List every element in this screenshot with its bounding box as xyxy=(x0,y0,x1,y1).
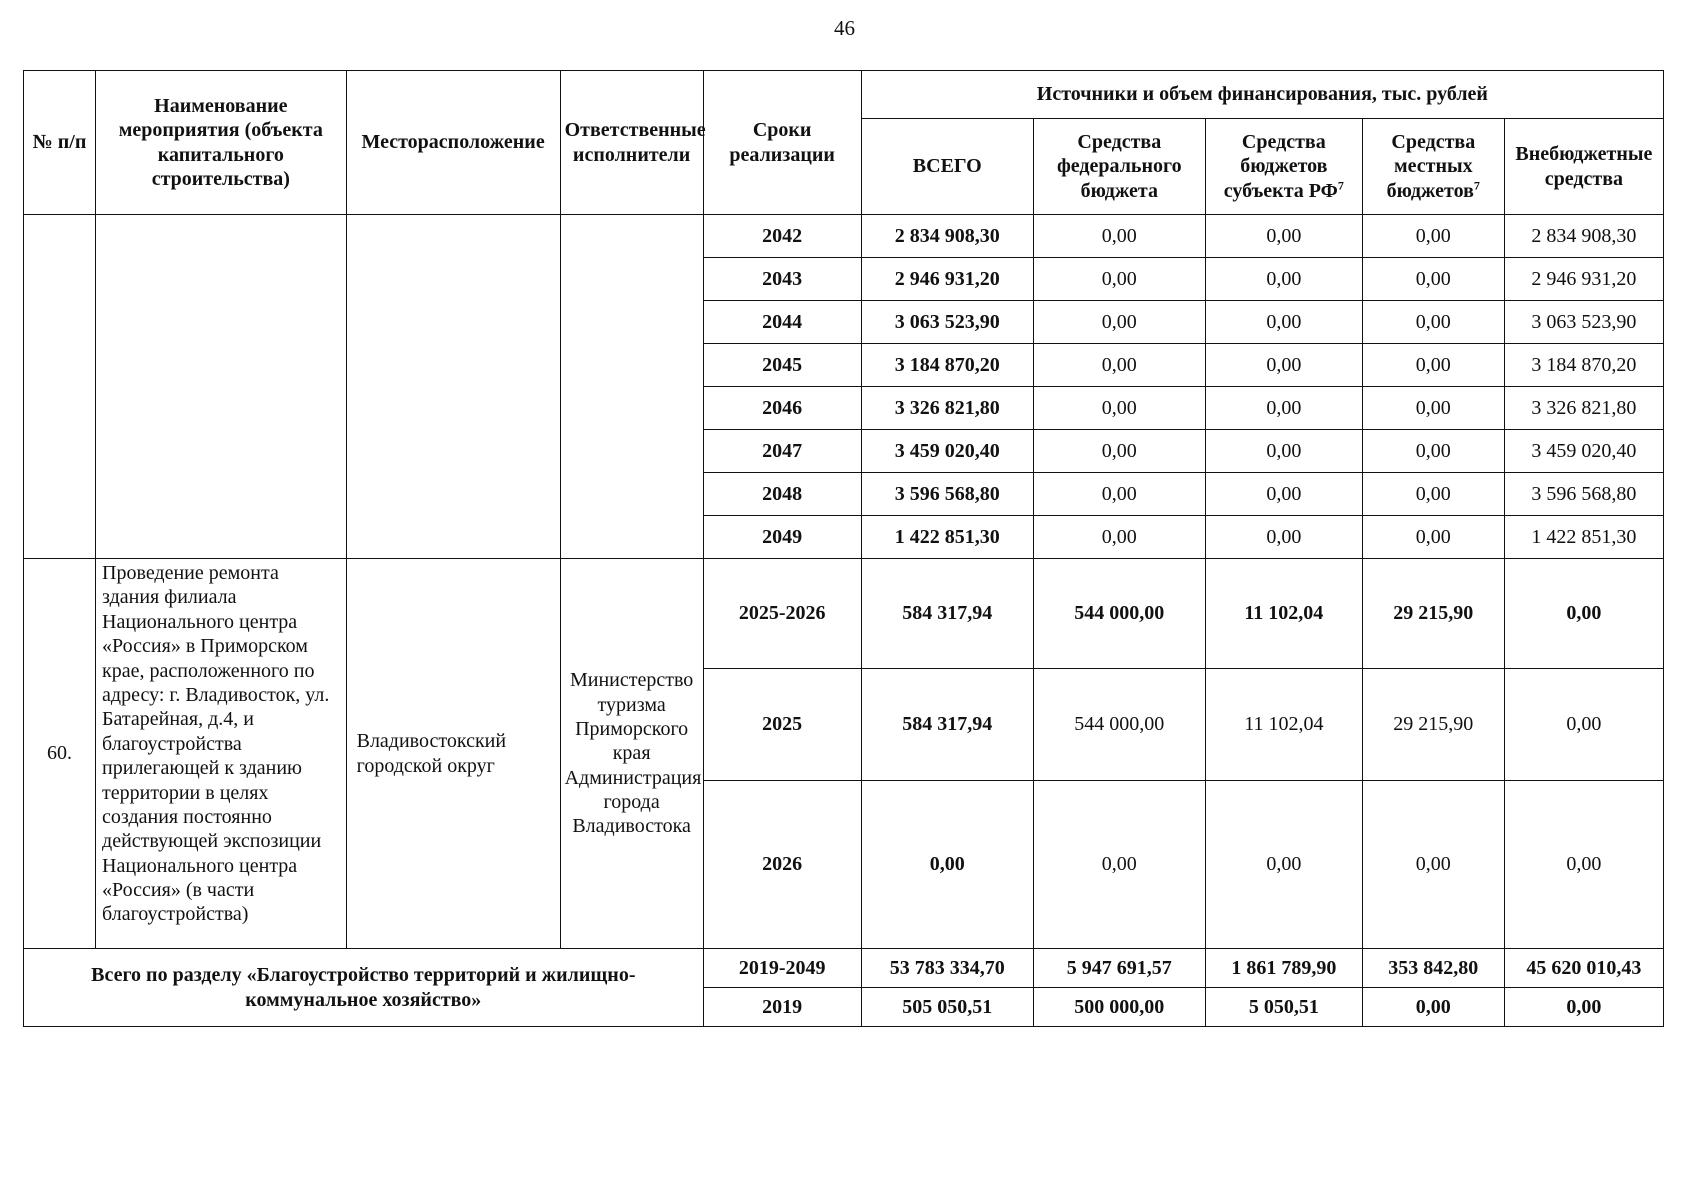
cell-total: 0,00 xyxy=(861,781,1033,949)
cell-federal: 0,00 xyxy=(1033,301,1205,344)
cell-local: 0,00 xyxy=(1362,516,1504,559)
header-location: Месторасположение xyxy=(346,71,560,215)
cell-extra: 0,00 xyxy=(1504,669,1663,781)
cell-year: 2025 xyxy=(703,669,861,781)
cell-extra: 2 834 908,30 xyxy=(1504,215,1663,258)
item-location: Владивостокский городской округ xyxy=(346,559,560,949)
cell-location-empty xyxy=(346,215,560,559)
header-federal: Средства федерального бюджета xyxy=(1033,119,1205,215)
cell-federal: 5 947 691,57 xyxy=(1033,949,1205,988)
header-subject xyxy=(1205,119,1362,215)
page-number: 46 xyxy=(834,16,855,40)
cell-subject: 0,00 xyxy=(1205,781,1362,949)
cell-subject: 0,00 xyxy=(1205,258,1362,301)
table-header xyxy=(24,71,1664,215)
header-num: № п/п xyxy=(24,71,96,215)
cell-local: 0,00 xyxy=(1362,988,1504,1027)
cell-local: 0,00 xyxy=(1362,430,1504,473)
header-total: ВСЕГО xyxy=(861,119,1033,215)
cell-local: 0,00 xyxy=(1362,387,1504,430)
cell-local: 0,00 xyxy=(1362,473,1504,516)
cell-total: 505 050,51 xyxy=(861,988,1033,1027)
cell-subject: 0,00 xyxy=(1205,344,1362,387)
cell-extra: 2 946 931,20 xyxy=(1504,258,1663,301)
cell-subject: 0,00 xyxy=(1205,430,1362,473)
cell-total: 1 422 851,30 xyxy=(861,516,1033,559)
header-subject-text: Средства бюджетов субъекта РФ xyxy=(1223,130,1338,202)
cell-extra: 3 459 020,40 xyxy=(1504,430,1663,473)
cell-local: 0,00 xyxy=(1362,344,1504,387)
cell-subject: 0,00 xyxy=(1205,301,1362,344)
cell-federal: 500 000,00 xyxy=(1033,988,1205,1027)
cell-extra: 0,00 xyxy=(1504,988,1663,1027)
cell-total: 584 317,94 xyxy=(861,669,1033,781)
header-executors: Ответственные исполнители xyxy=(560,71,703,215)
cell-federal: 0,00 xyxy=(1033,516,1205,559)
cell-federal: 0,00 xyxy=(1033,215,1205,258)
cell-num-empty xyxy=(24,215,96,559)
cell-federal: 544 000,00 xyxy=(1033,559,1205,669)
cell-year: 2047 xyxy=(703,430,861,473)
cell-federal: 0,00 xyxy=(1033,473,1205,516)
cell-total: 2 946 931,20 xyxy=(861,258,1033,301)
financing-table xyxy=(23,70,1664,1027)
item-num: 60. xyxy=(24,559,96,949)
cell-year: 2043 xyxy=(703,258,861,301)
cell-extra: 0,00 xyxy=(1504,781,1663,949)
cell-total: 584 317,94 xyxy=(861,559,1033,669)
cell-subject: 11 102,04 xyxy=(1205,559,1362,669)
cell-total: 3 596 568,80 xyxy=(861,473,1033,516)
cell-federal: 544 000,00 xyxy=(1033,669,1205,781)
cell-extra: 1 422 851,30 xyxy=(1504,516,1663,559)
header-local-text: Средства местных бюджетов xyxy=(1386,130,1476,202)
cell-subject: 0,00 xyxy=(1205,473,1362,516)
cell-local: 0,00 xyxy=(1362,781,1504,949)
cell-local: 0,00 xyxy=(1362,215,1504,258)
summary-row xyxy=(24,949,1664,988)
cell-year: 2046 xyxy=(703,387,861,430)
header-local xyxy=(1362,119,1504,215)
cell-subject: 0,00 xyxy=(1205,516,1362,559)
header-extra: Внебюджетные средства xyxy=(1504,119,1663,215)
cell-extra: 3 184 870,20 xyxy=(1504,344,1663,387)
item-executors: Министерство туризма Приморского края Администрация города Владивостока xyxy=(560,559,703,949)
cell-subject: 11 102,04 xyxy=(1205,669,1362,781)
cell-total: 3 326 821,80 xyxy=(861,387,1033,430)
footnote-mark: 7 xyxy=(1473,178,1480,193)
cell-year: 2025-2026 xyxy=(703,559,861,669)
cell-year: 2019 xyxy=(703,988,861,1027)
cell-year: 2049 xyxy=(703,516,861,559)
cell-subject: 5 050,51 xyxy=(1205,988,1362,1027)
cell-local: 0,00 xyxy=(1362,301,1504,344)
header-sources: Источники и объем финансирования, тыс. рублей xyxy=(861,71,1663,119)
cell-name-empty xyxy=(96,215,347,559)
header-name: Наименование мероприятия (объекта капитального строительства) xyxy=(96,71,347,215)
cell-subject: 0,00 xyxy=(1205,387,1362,430)
cell-total: 3 063 523,90 xyxy=(861,301,1033,344)
cell-federal: 0,00 xyxy=(1033,781,1205,949)
header-period: Сроки реализации xyxy=(703,71,861,215)
cell-extra: 3 596 568,80 xyxy=(1504,473,1663,516)
cell-executors-empty xyxy=(560,215,703,559)
cell-year: 2048 xyxy=(703,473,861,516)
cell-federal: 0,00 xyxy=(1033,344,1205,387)
cell-local: 0,00 xyxy=(1362,258,1504,301)
cell-year: 2042 xyxy=(703,215,861,258)
cell-year: 2026 xyxy=(703,781,861,949)
cell-total: 53 783 334,70 xyxy=(861,949,1033,988)
footnote-mark: 7 xyxy=(1337,178,1344,193)
cell-local: 353 842,80 xyxy=(1362,949,1504,988)
table-row xyxy=(24,215,1664,258)
cell-year: 2045 xyxy=(703,344,861,387)
cell-extra: 45 620 010,43 xyxy=(1504,949,1663,988)
cell-subject: 1 861 789,90 xyxy=(1205,949,1362,988)
cell-extra: 3 326 821,80 xyxy=(1504,387,1663,430)
cell-local: 29 215,90 xyxy=(1362,559,1504,669)
cell-subject: 0,00 xyxy=(1205,215,1362,258)
cell-extra: 0,00 xyxy=(1504,559,1663,669)
cell-federal: 0,00 xyxy=(1033,387,1205,430)
cell-local: 29 215,90 xyxy=(1362,669,1504,781)
cell-total: 3 184 870,20 xyxy=(861,344,1033,387)
cell-year: 2019-2049 xyxy=(703,949,861,988)
cell-year: 2044 xyxy=(703,301,861,344)
cell-federal: 0,00 xyxy=(1033,258,1205,301)
item-name: Проведение ремонта здания филиала Национального центра «Россия» в Приморском крае, расположенного по адресу: г. Владивосток, ул. Батарейная, д.4, и благоустройства прилегающей к зданию территории в целях создания постоянно действующей экспозиции Национального центра «Россия» (в части благоустройства) xyxy=(96,559,347,949)
summary-label: Всего по разделу «Благоустройство территорий и жилищно-коммунальное хозяйство» xyxy=(24,949,704,1027)
cell-total: 3 459 020,40 xyxy=(861,430,1033,473)
cell-total: 2 834 908,30 xyxy=(861,215,1033,258)
cell-federal: 0,00 xyxy=(1033,430,1205,473)
cell-extra: 3 063 523,90 xyxy=(1504,301,1663,344)
table-row xyxy=(24,559,1664,669)
